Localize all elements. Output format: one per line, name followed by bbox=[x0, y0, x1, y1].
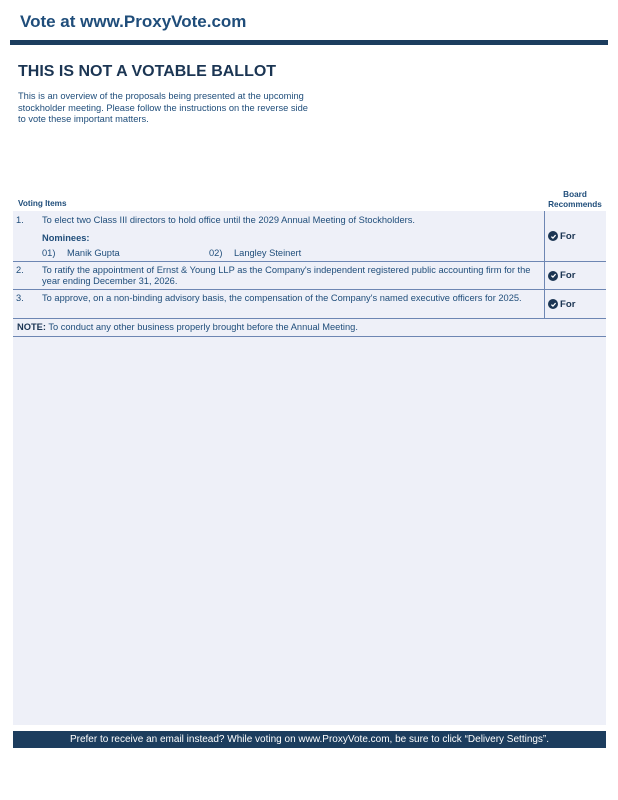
header-title: Vote at www.ProxyVote.com bbox=[20, 12, 247, 31]
voting-items-header: Voting Items bbox=[18, 199, 67, 208]
note-text: To conduct any other business properly brought before the Annual Meeting. bbox=[45, 322, 358, 332]
board-header-line1: Board bbox=[563, 190, 587, 199]
checkmark-icon bbox=[548, 299, 558, 309]
board-recommendation bbox=[544, 211, 607, 261]
voting-item-row-1 bbox=[13, 211, 606, 262]
notice-title: THIS IS NOT A VOTABLE BALLOT bbox=[18, 63, 277, 80]
nominee-number: 02) bbox=[209, 248, 223, 258]
voting-item-row-2 bbox=[13, 262, 606, 290]
board-recommendation bbox=[544, 290, 607, 318]
voting-item-row-3 bbox=[13, 290, 606, 319]
recommendation-label: For bbox=[560, 270, 576, 281]
checkmark-icon bbox=[548, 271, 558, 281]
note bbox=[17, 322, 358, 332]
header-divider bbox=[10, 40, 608, 45]
intro-text: This is an overview of the proposals being presented at the upcoming stockholder meeting. Please follow the instructions on the reverse side to vote these important matters. bbox=[18, 91, 308, 124]
note-label: NOTE: bbox=[17, 322, 46, 332]
item-text: To elect two Class III directors to hold office until the 2029 Annual Meeting of Stockholders. bbox=[42, 215, 415, 225]
nominee-name: Manik Gupta bbox=[67, 248, 120, 258]
checkmark-icon bbox=[548, 231, 558, 241]
recommendation-label: For bbox=[560, 298, 576, 310]
footer-banner: Prefer to receive an email instead? While voting on www.ProxyVote.com, be sure to click “Delivery Settings”. bbox=[13, 731, 606, 748]
item-number: 1. bbox=[16, 215, 24, 225]
item-text: To ratify the appointment of Ernst & Young LLP as the Company's independent registered public accounting firm for the year ending December 31, 2026. bbox=[42, 265, 531, 286]
nominees-label: Nominees: bbox=[42, 233, 90, 243]
item-text: To approve, on a non-binding advisory basis, the compensation of the Company's named executive officers for 2025. bbox=[42, 293, 522, 303]
item-number: 2. bbox=[16, 265, 24, 275]
note-divider bbox=[13, 336, 606, 337]
nominee-name: Langley Steinert bbox=[234, 248, 302, 258]
item-number: 3. bbox=[16, 293, 24, 303]
nominee-1 bbox=[42, 248, 120, 258]
nominee-number: 01) bbox=[42, 248, 56, 258]
recommendation-label: For bbox=[560, 230, 576, 242]
board-recommends-header bbox=[545, 190, 605, 210]
voting-items-table bbox=[13, 211, 606, 725]
nominee-2 bbox=[209, 248, 301, 258]
board-recommendation bbox=[544, 262, 607, 289]
board-header-line2: Recommends bbox=[548, 200, 602, 209]
